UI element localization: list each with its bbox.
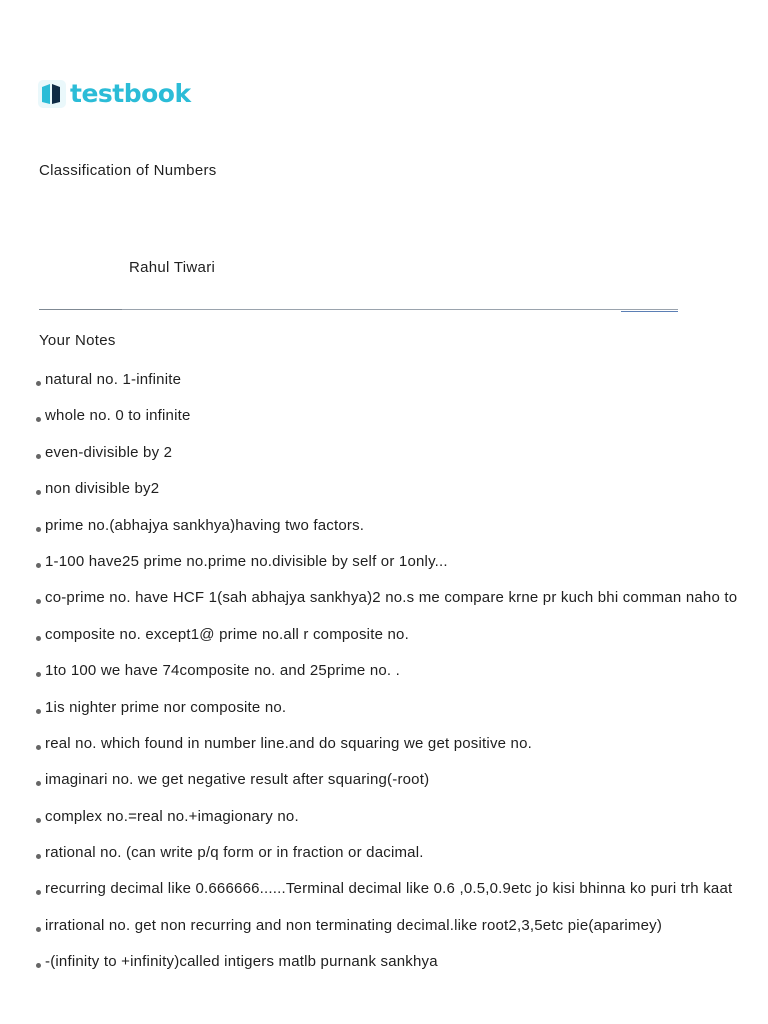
note-item	[0, 946, 768, 982]
note-text: composite no. except1@ prime no.all r composite no.	[45, 625, 409, 643]
bullet-icon	[36, 781, 41, 786]
bullet-icon	[36, 890, 41, 895]
note-text: -(infinity to +infinity)called intigers matlb purnank sankhya	[45, 953, 438, 971]
bullet-icon	[36, 745, 41, 750]
note-item	[0, 364, 768, 400]
note-item	[0, 582, 768, 618]
note-item	[0, 510, 768, 546]
note-item	[0, 473, 768, 509]
bullet-icon	[36, 636, 41, 641]
bullet-icon	[36, 527, 41, 532]
note-item	[0, 910, 768, 946]
note-text: whole no. 0 to infinite	[45, 407, 191, 425]
bullet-icon	[36, 563, 41, 568]
bullet-icon	[36, 454, 41, 459]
note-item	[0, 801, 768, 837]
bullet-icon	[36, 927, 41, 932]
note-text: 1to 100 we have 74composite no. and 25prime no. .	[45, 662, 401, 680]
note-item	[0, 400, 768, 436]
bullet-icon	[36, 490, 41, 495]
note-item	[0, 873, 768, 909]
bullet-icon	[36, 417, 41, 422]
note-item	[0, 655, 768, 691]
brand-name: testbook	[70, 79, 191, 108]
note-text: prime no.(abhajya sankhya)having two factors.	[45, 516, 365, 534]
bullet-icon	[36, 672, 41, 677]
testbook-logo[interactable]	[38, 78, 191, 110]
note-text: 1is nighter prime nor composite no.	[45, 698, 287, 716]
section-divider	[39, 309, 678, 310]
notes-heading: Your Notes	[39, 332, 116, 349]
book-logo-icon	[38, 80, 66, 108]
note-text: natural no. 1-infinite	[45, 371, 182, 388]
note-item	[0, 764, 768, 800]
note-item	[0, 619, 768, 655]
note-text: co-prime no. have HCF 1(sah abhajya sankhya)2 no.s me compare krne pr kuch bhi comman naho to	[45, 589, 738, 607]
note-text: non divisible by2	[45, 480, 160, 498]
bullet-icon	[36, 854, 41, 859]
note-item	[0, 437, 768, 473]
divider-right-segment	[621, 311, 678, 312]
bullet-icon	[36, 709, 41, 714]
notes-list	[0, 364, 768, 983]
note-text: 1-100 have25 prime no.prime no.divisible by self or 1only...	[45, 552, 448, 570]
bullet-icon	[36, 599, 41, 604]
note-item	[0, 837, 768, 873]
note-text: imaginari no. we get negative result after squaring(-root)	[45, 771, 430, 789]
note-text: real no. which found in number line.and do squaring we get positive no.	[45, 734, 533, 752]
divider-left-segment	[39, 309, 122, 310]
bullet-icon	[36, 963, 41, 968]
note-text: complex no.=real no.+imagionary no.	[45, 807, 299, 825]
document-title: Classification of Numbers	[39, 162, 217, 179]
bullet-icon	[36, 381, 41, 386]
author-name: Rahul Tiwari	[129, 259, 216, 276]
note-text: irrational no. get non recurring and non terminating decimal.like root2,3,5etc pie(aparimey)	[45, 916, 663, 934]
note-item	[0, 728, 768, 764]
bullet-icon	[36, 818, 41, 823]
note-text: rational no. (can write p/q form or in fraction or dacimal.	[45, 844, 424, 862]
note-item	[0, 692, 768, 728]
note-text: recurring decimal like 0.666666......Terminal decimal like 0.6 ,0.5,0.9etc jo kisi bhinna ko puri trh kaat	[45, 880, 733, 898]
note-item	[0, 546, 768, 582]
note-text: even-divisible by 2	[45, 443, 173, 461]
